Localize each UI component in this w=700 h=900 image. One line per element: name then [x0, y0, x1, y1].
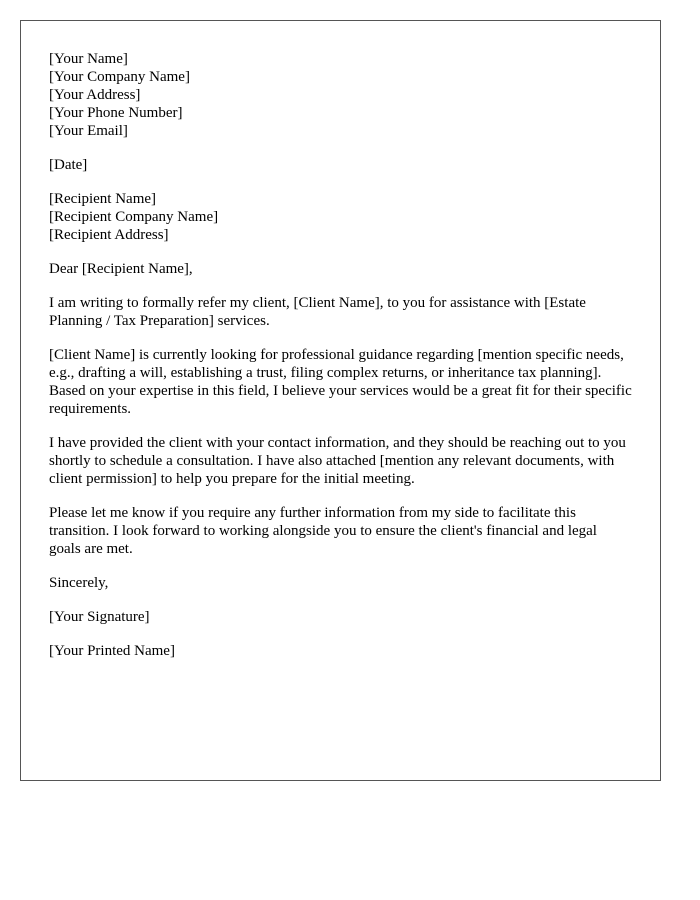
body-paragraph: Please let me know if you require any further information from my side to facilitate this transition. I look forward to working alongside you to ensure the client's financial and legal goals are met.	[49, 505, 597, 557]
printed-name: [Your Printed Name]	[49, 643, 175, 659]
sender-company: [Your Company Name]	[49, 69, 190, 85]
salutation: Dear [Recipient Name],	[49, 261, 193, 277]
signature: [Your Signature]	[49, 609, 150, 625]
sender-block	[49, 50, 632, 140]
body-paragraph: [Client Name] is currently looking for professional guidance regarding [mention specific needs, e.g., drafting a will, establishing a trust, filing complex returns, or inheritance tax planning]. Based on your expertise in this field, I believe your services would be a great fit for their specific requirements.	[49, 347, 632, 417]
closing: Sincerely,	[49, 575, 109, 591]
sender-email: [Your Email]	[49, 123, 128, 139]
body-paragraph: I have provided the client with your contact information, and they should be reaching out to you shortly to schedule a consultation. I have also attached [mention any relevant documents, with client permission] to help you prepare for the initial meeting.	[49, 435, 626, 487]
body-paragraph: I am writing to formally refer my client, [Client Name], to you for assistance with [Estate Planning / Tax Preparation] services.	[49, 295, 586, 329]
recipient-company: [Recipient Company Name]	[49, 209, 219, 225]
recipient-name: [Recipient Name]	[49, 191, 157, 207]
recipient-block	[49, 190, 632, 244]
sender-name: [Your Name]	[49, 51, 128, 67]
letter-document	[20, 20, 661, 781]
sender-phone: [Your Phone Number]	[49, 105, 183, 121]
date: [Date]	[49, 157, 88, 173]
recipient-address: [Recipient Address]	[49, 227, 169, 243]
sender-address: [Your Address]	[49, 87, 141, 103]
